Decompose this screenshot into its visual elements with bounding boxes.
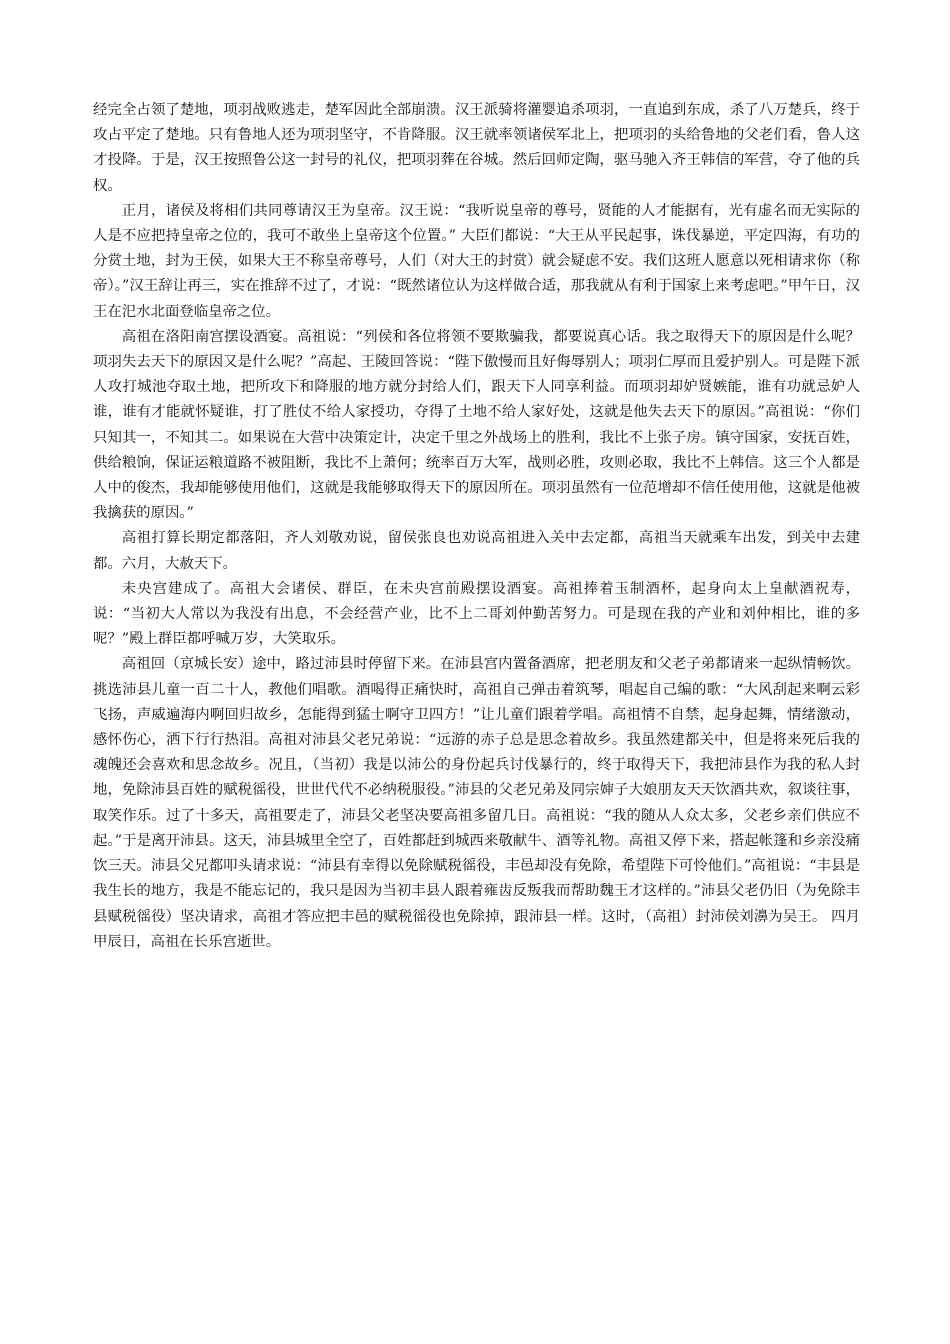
paragraph-5: 未央宫建成了。高祖大会诸侯、群臣，在未央宫前殿摆设酒宴。高祖捧着玉制酒杯，起身向太上皇献酒祝寿，说：“当初大人常以为我没有出息，不会经营产业，比不上二哥刘仲勤苦努力。可是现在我的产业和刘仲相比，谁的多呢？”殿上群臣都呼喊万岁，大笑取乐。 [93,580,860,648]
paragraph-4: 高祖打算长期定都落阳，齐人刘敬劝说，留侯张良也劝说高祖进入关中去定都，高祖当天就乘车出发，到关中去建都。六月，大赦天下。 [93,530,860,572]
paragraph-2: 正月，诸侯及将相们共同尊请汉王为皇帝。汉王说：“我听说皇帝的尊号，贤能的人才能据有，光有虚名而无实际的人是不应把持皇帝之位的，我可不敢坐上皇帝这个位置。” 大臣们都说：“大王从平民起事，诛伐暴逆，平定四海，有功的分赏土地，封为王侯，如果大王不称皇帝尊号，人们（对大王的封赏）就会疑虑不安。我们这班人愿意以死相请求你（称帝）。”汉王辞让再三，实在推辞不过了，才说：“既然诸位认为这样做合适，那我就从有利于国家上来考虑吧。”甲午日，汉王在汜水北面登临皇帝之位。 [93,202,860,320]
paragraph-1: 经完全占领了楚地，项羽战败逃走，楚军因此全部崩溃。汉王派骑将灌婴追杀项羽，一直追到东成，杀了八万楚兵，终于攻占平定了楚地。只有鲁地人还为项羽坚守，不肯降服。汉王就率领诸侯军北上，把项羽的头给鲁地的父老们看，鲁人这才投降。于是，汉王按照鲁公这一封号的礼仪，把项羽葬在谷城。然后回师定陶，驱马驰入齐王韩信的军营，夺了他的兵权。 [93,102,860,194]
document-body [93,98,860,955]
paragraph-3: 高祖在洛阳南宫摆设酒宴。高祖说：“列侯和各位将领不要欺骗我，都要说真心话。我之取得天下的原因是什么呢？项羽失去天下的原因又是什么呢？”高起、王陵回答说：“陛下傲慢而且好侮辱别人；项羽仁厚而且爱护别人。可是陛下派人攻打城池夺取土地，把所攻下和降服的地方就分封给人们，跟天下人同享利益。而项羽却妒贤嫉能，谁有功就忌妒人谁，谁有才能就怀疑谁，打了胜仗不给人家授功，夺得了土地不给人家好处，这就是他失去天下的原因。”高祖说：“你们只知其一，不知其二。如果说在大营中决策定计，决定千里之外战场上的胜利，我比不上张子房。镇守国家，安抚百姓，供给粮饷，保证运粮道路不被阻断，我比不上萧何；统率百万大军，战则必胜，攻则必取，我比不上韩信。这三个人都是人中的俊杰，我却能够使用他们，这就是我能够取得天下的原因所在。项羽虽然有一位范增却不信任使用他，这就是他被我擒获的原因。” [93,328,860,522]
paragraph-6: 高祖回（京城长安）途中，路过沛县时停留下来。在沛县宫内置备酒席，把老朋友和父老子弟都请来一起纵情畅饮。挑选沛县儿童一百二十人，教他们唱歌。酒喝得正痛快时，高祖自己弹击着筑琴，唱起自己编的歌：“大风刮起来啊云彩飞扬，声威遍海内啊回归故乡，怎能得到猛士啊守卫四方！”让儿童们跟着学唱。高祖情不自禁，起身起舞，情绪激动，感怀伤心，洒下行行热泪。高祖对沛县父老兄弟说：“远游的赤子总是思念着故乡。我虽然建都关中，但是将来死后我的魂魄还会喜欢和思念故乡。况且，（当初）我是以沛公的身份起兵讨伐暴行的，终于取得天下，我把沛县作为我的私人封地，免除沛县百姓的赋税徭役，世世代代不必纳税服役。”沛县的父老兄弟及同宗婶子大娘朋友天天饮酒共欢，叙谈往事，取笑作乐。过了十多天，高祖要走了，沛县父老坚决要高祖多留几日。高祖说：“我的随从人众太多，父老乡亲们供应不起。”于是离开沛县。这天，沛县城里全空了，百姓都赶到城西来敬献牛、酒等礼物。高祖又停下来，搭起帐篷和乡亲没痛饮三天。沛县父兄都叩头请求说：“沛县有幸得以免除赋税徭役，丰邑却没有免除，希望陛下可怜他们。”高祖说：“丰县是我生长的地方，我是不能忘记的，我只是因为当初丰县人跟着雍齿反叛我而帮助魏王才这样的。”沛县父老仍旧（为免除丰县赋税徭役）坚决请求，高祖才答应把丰邑的赋税徭役也免除掉，跟沛县一样。这时，（高祖）封沛侯刘濞为吴王。 四月甲辰日，高祖在长乐宫逝世。 [93,656,860,950]
